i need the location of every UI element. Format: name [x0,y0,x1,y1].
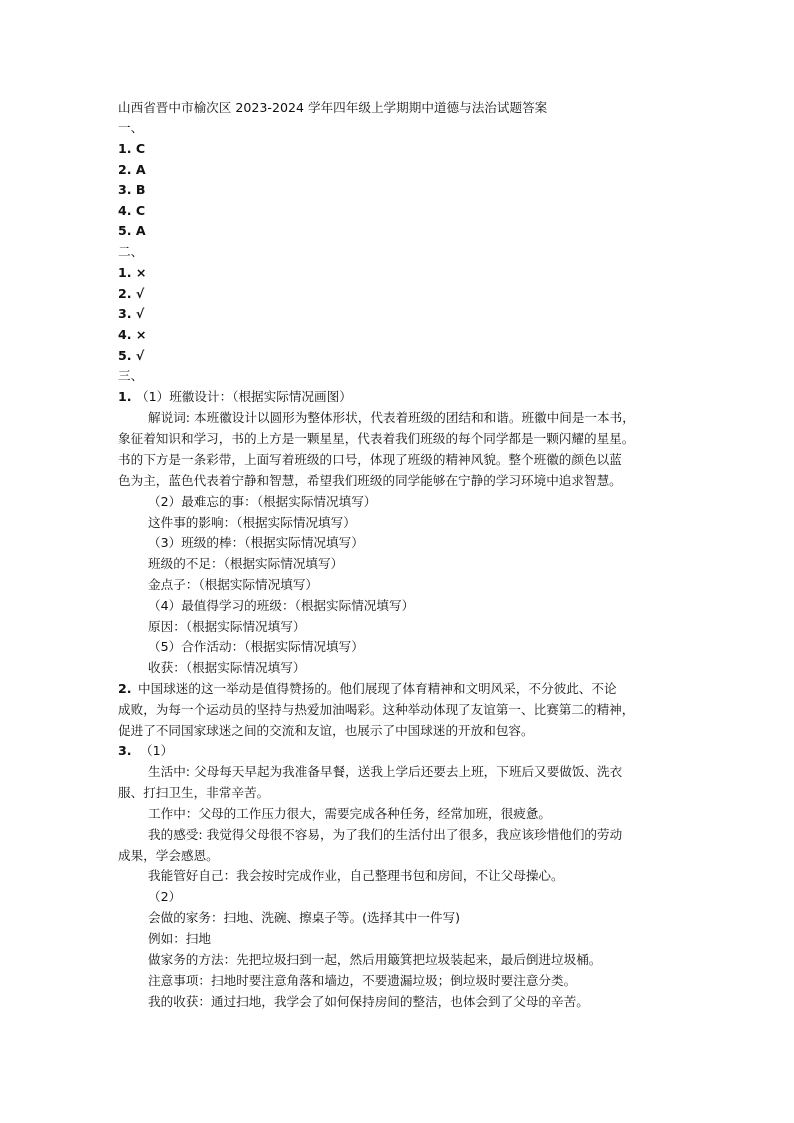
answer-item: 5. A [118,223,146,238]
answer-line: （1）班徽设计：（根据实际情况画图） [136,389,352,404]
answer-line: 我的收获：通过扫地，我学会了如何保持房间的整洁，也体会到了父母的辛苦。 [148,994,589,1009]
section-heading: 三、 [118,368,144,383]
answer-item: 1. × [118,265,147,280]
answer-line: 成败，为每一个运动员的坚持与热爱加油喝彩。这种举动体现了友谊第一、比赛第二的精神， [118,702,635,717]
section-heading: 一、 [118,120,144,135]
answer-line: 中国球迷的这一举动是值得赞扬的。他们展现了体育精神和文明风采，不分彼此、不论 [138,681,617,696]
answer-line: 原因：（根据实际情况填写） [148,619,306,634]
answer-line: 例如：扫地 [148,931,211,946]
answer-line: 这件事的影响：（根据实际情况填写） [148,515,356,530]
question-number: 3. [118,743,132,758]
answer-item: 5. √ [118,348,145,363]
question-number: 2. [118,681,132,696]
answer-line: 促进了不同国家球迷之间的交流和友谊，也展示了中国球迷的开放和包容。 [118,723,534,738]
answer-line: （2） [148,889,182,904]
answer-line: 金点子：（根据实际情况填写） [148,577,319,592]
answer-line: 色为主，蓝色代表着宁静和智慧，希望我们班级的同学能够在宁静的学习环境中追求智慧。 [118,473,622,488]
answer-item: 2. √ [118,286,145,301]
answer-line: 收获：（根据实际情况填写） [148,660,306,675]
answer-item: 1. C [118,141,146,156]
answer-item: 4. C [118,203,146,218]
answer-line: 书的下方是一条彩带，上面写着班级的口号，体现了班级的精神风貌。整个班徽的颜色以蓝 [118,452,622,467]
answer-line: 象征着知识和学习，书的上方是一颗星星，代表着我们班级的每个同学都是一颗闪耀的星星。 [118,431,635,446]
answer-item: 2. A [118,162,146,177]
section-heading: 二、 [118,244,144,259]
document-title: 山西省晋中市榆次区 2023-2024 学年四年级上学期期中道德与法治试题答案 [118,100,548,115]
answer-line: 工作中：父母的工作压力很大，需要完成各种任务，经常加班，很疲惫。 [148,806,551,821]
answer-line: 注意事项：扫地时要注意角落和墙边，不要遗漏垃圾；倒垃圾时要注意分类。 [148,973,577,988]
answer-line: （1） [140,743,174,758]
answer-line: 解说词: 本班徽设计以圆形为整体形状，代表着班级的团结和和谐。班徽中间是一本书， [148,410,635,425]
answer-item: 4. × [118,327,147,342]
answer-line: 成果，学会感恩。 [118,848,219,863]
answer-line: 我的感受: 我觉得父母很不容易，为了我们的生活付出了很多，我应该珍惜他们的劳动 [148,827,623,842]
answer-line: （4）最值得学习的班级：（根据实际情况填写） [148,598,415,613]
answer-line: 会做的家务：扫地、洗碗、擦桌子等。(选择其中一件写) [148,910,461,925]
answer-line: 生活中: 父母每天早起为我准备早餐，送我上学后还要去上班，下班后又要做饭、洗衣 [148,764,623,779]
answer-line: （3）班级的棒：（根据实际情况填写） [148,535,364,550]
answer-line: 做家务的方法：先把垃圾扫到一起，然后用簸箕把垃圾装起来，最后倒进垃圾桶。 [148,952,602,967]
answer-line: 服、打扫卫生，非常辛苦。 [118,785,270,800]
answer-line: （5）合作活动：（根据实际情况填写） [148,639,364,654]
question-number: 1. [118,389,132,404]
answer-line: 班级的不足：（根据实际情况填写） [148,556,344,571]
answer-line: 我能管好自己：我会按时完成作业，自己整理书包和房间，不让父母操心。 [148,868,564,883]
answer-line: （2）最难忘的事：（根据实际情况填写） [148,494,377,509]
answer-item: 3. B [118,182,146,197]
answer-item: 3. √ [118,306,145,321]
